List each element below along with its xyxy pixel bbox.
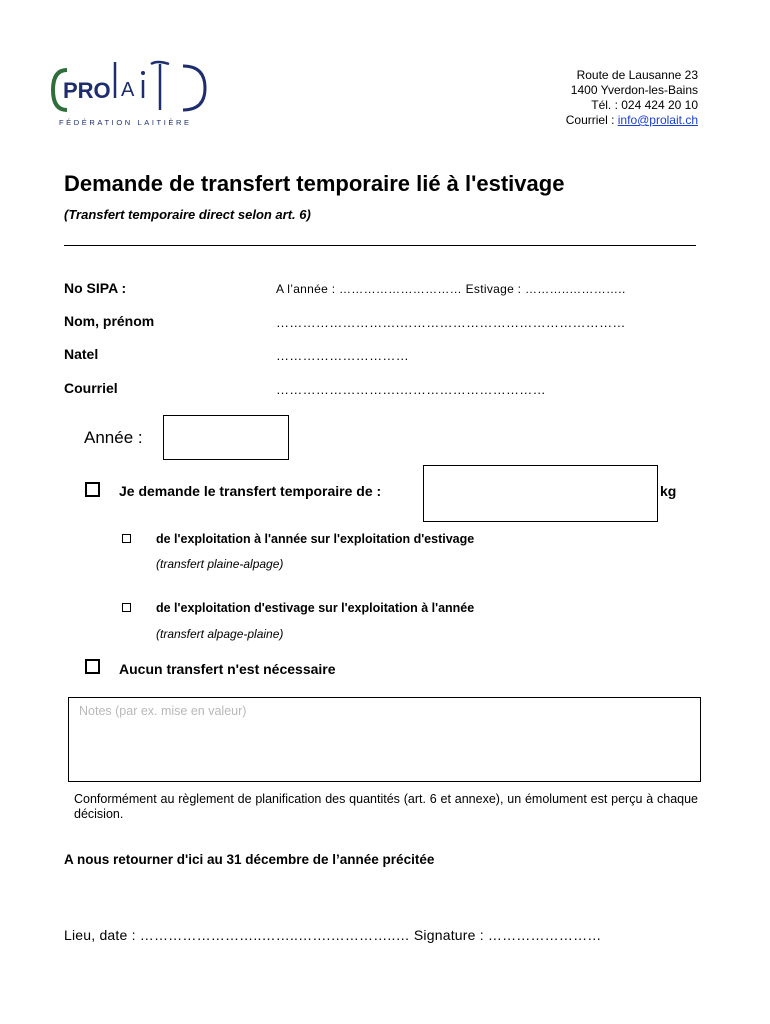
natel-field[interactable]: ………………………… (276, 348, 409, 363)
annee-input[interactable] (163, 415, 289, 460)
courriel-field[interactable]: ……………………….…………………………… (276, 382, 546, 397)
sipa-label: No SIPA : (64, 280, 127, 296)
annee-label: Année : (84, 428, 143, 447)
alpage-plaine-checkbox[interactable] (122, 603, 131, 612)
plaine-alpage-label: de l'exploitation à l'année sur l'exploitation d'estivage (156, 532, 475, 546)
logo-mark (45, 52, 225, 118)
title-divider (64, 245, 696, 246)
address-city: 1400 Yverdon-les-Bains (570, 83, 698, 97)
no-transfer-checkbox[interactable] (85, 659, 100, 674)
address-block (566, 68, 698, 128)
transfer-label: Je demande le transfert temporaire de : (119, 483, 382, 499)
address-street: Route de Lausanne 23 (576, 68, 698, 82)
notes-textarea[interactable] (68, 697, 701, 782)
name-field[interactable]: ……………………….…………………………………………… (276, 315, 626, 330)
sipa-annee-field[interactable]: A l’année : ………………………… Estivage : ………..………….. (276, 282, 626, 296)
address-email-row (566, 113, 698, 128)
natel-label: Natel (64, 346, 99, 362)
alpage-plaine-label: de l'exploitation d'estivage sur l'exploitation à l'année (156, 601, 475, 615)
svg-text:PRO: PRO (63, 78, 111, 103)
email-link[interactable]: info@prolait.ch (617, 113, 698, 127)
alpage-plaine-note: (transfert alpage-plaine) (156, 627, 284, 641)
name-label: Nom, prénom (64, 313, 155, 329)
transfer-checkbox[interactable] (85, 482, 100, 497)
address-phone: Tél. : 024 424 20 10 (591, 98, 698, 112)
no-transfer-label: Aucun transfert n'est nécessaire (119, 661, 336, 677)
plaine-alpage-note: (transfert plaine-alpage) (156, 557, 284, 571)
page-title: Demande de transfert temporaire lié à l'estivage (64, 171, 565, 196)
place-date-signature-line[interactable]: Lieu, date : ……………………..……..…….…………..… Signature : …………………… (64, 927, 602, 943)
prolait-logo (45, 52, 225, 137)
email-prefix: Courriel : (565, 113, 618, 127)
plaine-alpage-checkbox[interactable] (122, 534, 131, 543)
return-deadline: A nous retourner d'ici au 31 décembre de l’année précitée (64, 852, 435, 867)
page-subtitle: (Transfert temporaire direct selon art. 6) (64, 207, 311, 222)
notes-placeholder: Notes (par ex. mise en valeur) (79, 704, 247, 718)
conformity-text: Conformément au règlement de planification des quantités (art. 6 et annexe), un émolument est perçu à chaque décision. (74, 792, 698, 821)
kg-unit: kg (660, 483, 677, 499)
courriel-label: Courriel (64, 380, 118, 396)
svg-text:A: A (121, 79, 135, 101)
kg-input[interactable] (423, 465, 658, 522)
logo-tagline: FÉDÉRATION LAITIÈRE (59, 118, 192, 127)
